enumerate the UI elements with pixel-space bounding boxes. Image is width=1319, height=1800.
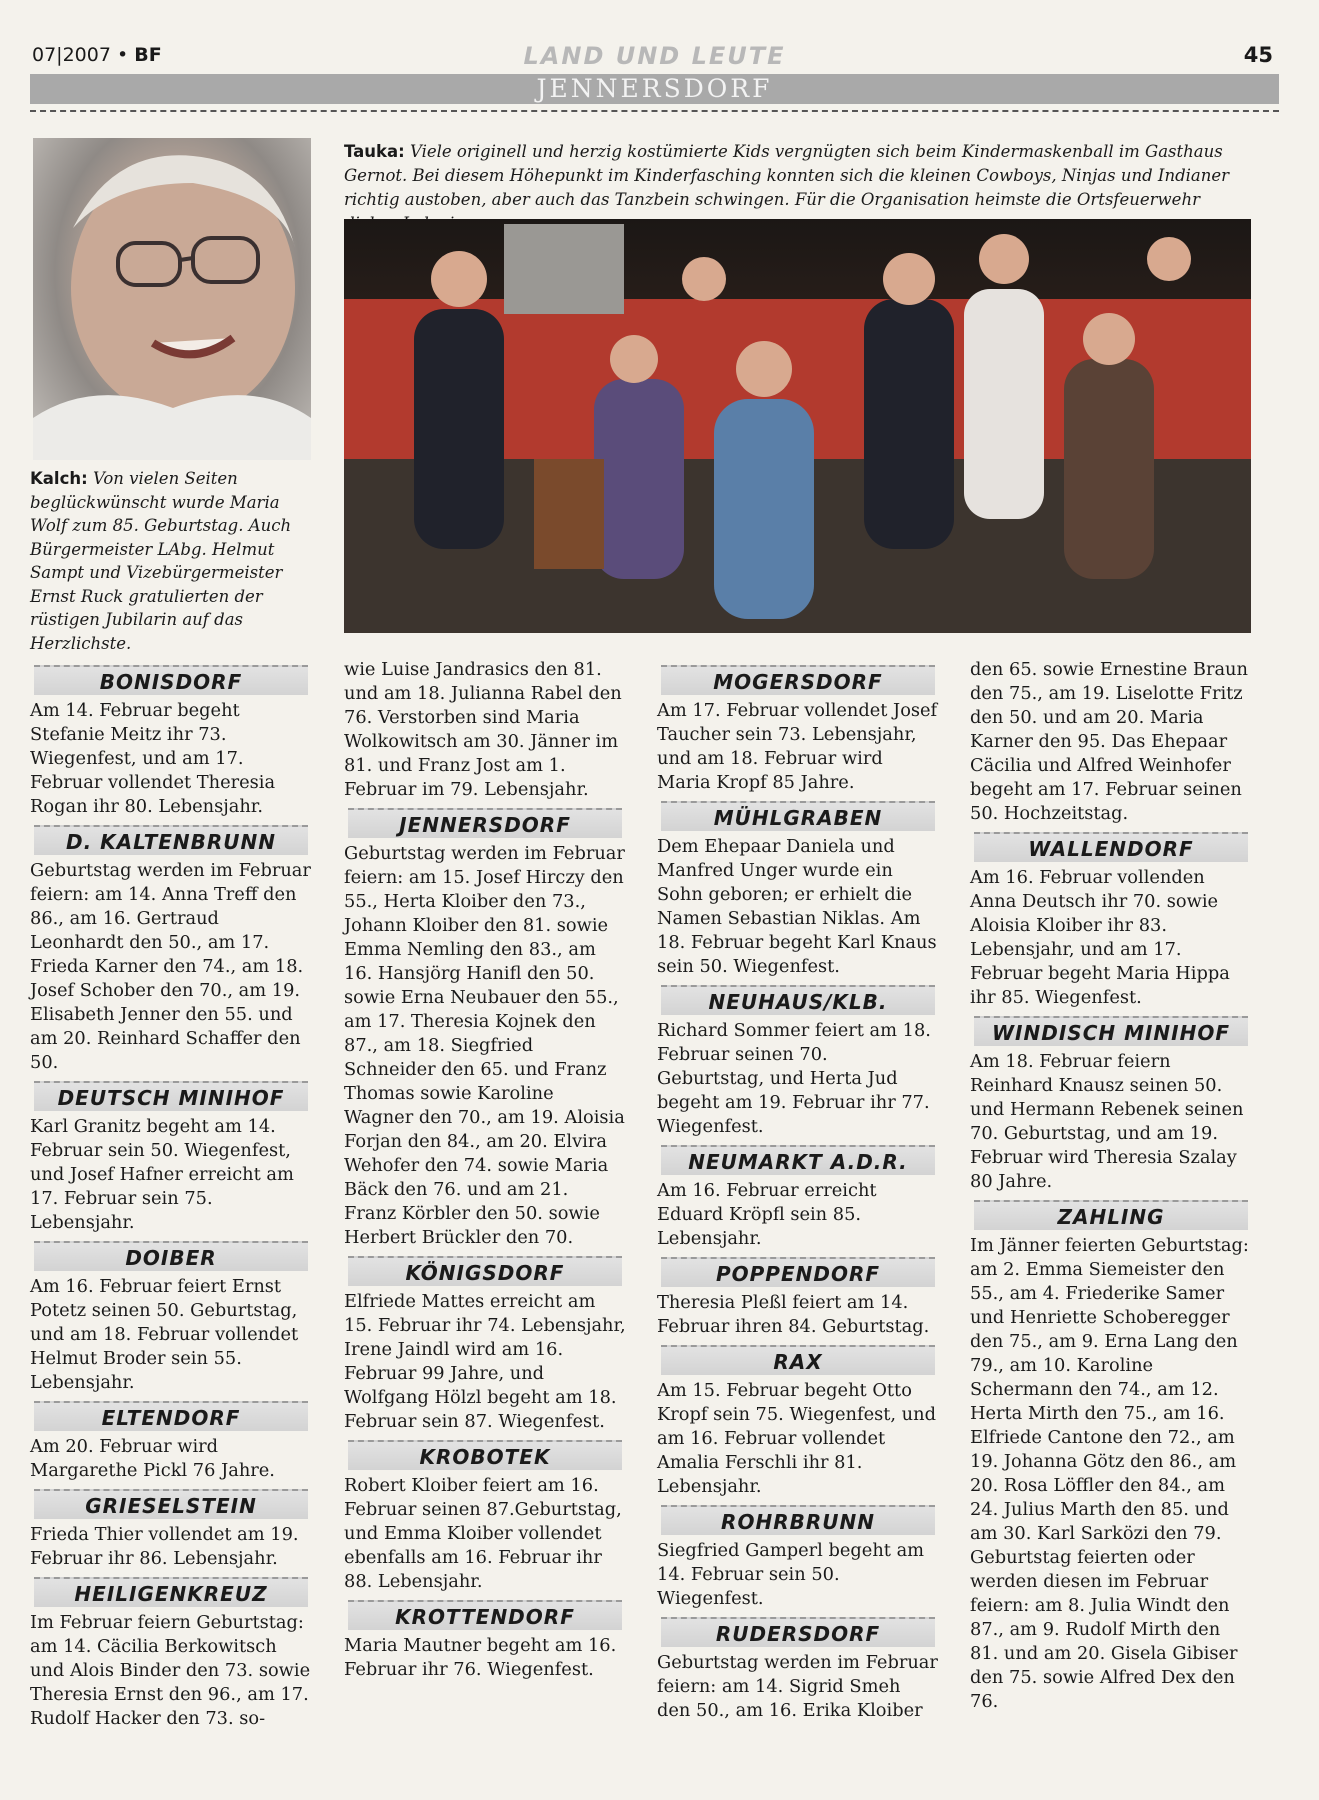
column-2 (344, 658, 626, 1688)
section-text-windisch-minihof: Am 18. Februar feiern Reinhard Knausz seinen 50. und Hermann Rebenek seinen 70. Geburtstag, und am 19. Februar wird Theresia Szalay 80 Jahre. (970, 1051, 1244, 1192)
section-doiber (30, 1241, 312, 1395)
section-title-wallendorf: WALLENDORF (974, 832, 1248, 862)
section-title-eltendorf: ELTENDORF (34, 1401, 308, 1431)
kalch-caption (30, 467, 315, 655)
section-title: LAND UND LEUTE (523, 42, 786, 70)
section-text-muehlgraben: Dem Ehepaar Daniela und Manfred Unger wurde ein Sohn geboren; er erhielt die Namen Sebastian Niklas. Am 18. Februar begeht Karl Knaus sein 50. Wiegenfest. (657, 836, 937, 977)
section-text-d-kaltenbrunn: Geburtstag werden im Februar feiern: am 14. Anna Treff den 86., am 16. Gertraud Leonhardt den 50., am 17. Frieda Karner den 74., am 18. Josef Schober den 70., am 19. Elisabeth Jenner den 55. und am 20. Reinhard Schaffer den 50. (30, 860, 311, 1073)
section-text-krottendorf: Maria Mautner begeht am 16. Februar ihr 76. Wiegenfest. (344, 1635, 617, 1680)
section-text-rudersdorf-continued: den 65. sowie Ernestine Braun den 75., am 19. Liselotte Fritz den 50. und am 20. Maria Karner den 95. Das Ehepaar Cäcilia und Alfred Weinhofer begeht am 17. Februar seinen 50. Hochzeitstag. (970, 659, 1248, 824)
section-bonisdorf (30, 665, 312, 819)
region-banner (30, 74, 1279, 104)
region-title: JENNERSDORF (536, 74, 773, 103)
section-title-rudersdorf: RUDERSDORF (661, 1617, 935, 1647)
section-text-poppendorf: Theresia Pleßl feiert am 14. Februar ihren 84. Geburtstag. (657, 1292, 930, 1337)
section-title-neuhaus-klb: NEUHAUS/KLB. (661, 985, 935, 1015)
page-number: 45 (1243, 43, 1273, 67)
section-text-deutsch-minihof: Karl Granitz begeht am 14. Februar sein 50. Wiegenfest, und Josef Hafner erreicht am 17. Februar sein 75. Lebensjahr. (30, 1116, 294, 1233)
section-rax (657, 1345, 939, 1499)
section-koenigsdorf (344, 1256, 626, 1434)
section-deutsch-minihof (30, 1081, 312, 1235)
section-d-kaltenbrunn (30, 825, 312, 1075)
brand-label: BF (134, 44, 162, 66)
section-text-rax: Am 15. Februar begeht Otto Kropf sein 75. Wiegenfest, und am 16. Februar vollendet Amalia Ferschli ihr 81. Lebensjahr. (657, 1380, 936, 1497)
section-title-heiligenkreuz: HEILIGENKREUZ (34, 1577, 308, 1607)
section-heiligenkreuz (30, 1577, 312, 1731)
section-title-mogersdorf: MOGERSDORF (661, 665, 935, 695)
column-3 (657, 665, 939, 1729)
kalch-caption-text: Von vielen Seiten beglückwünscht wurde Maria Wolf zum 85. Geburtstag. Auch Bürgermeister LAbg. Helmut Sampt und Vizebürgermeister Ernst Ruck gratulierten der rüstigen Jubilarin auf das Herzlichste. (30, 469, 292, 653)
page-header (30, 40, 1279, 120)
section-rohrbrunn (657, 1505, 939, 1611)
section-text-rudersdorf: Geburtstag werden im Februar feiern: am 14. Sigrid Smeh den 50., am 16. Erika Kloiber (657, 1652, 938, 1721)
section-rudersdorf-continued (970, 658, 1252, 826)
section-text-grieselstein: Frieda Thier vollendet am 19. Februar ihr 86. Lebensjahr. (30, 1524, 299, 1569)
portrait-photo (33, 138, 311, 460)
section-windisch-minihof (970, 1016, 1252, 1194)
section-title-poppendorf: POPPENDORF (661, 1257, 935, 1287)
section-title-muehlgraben: MÜHLGRABEN (661, 801, 935, 831)
section-text-mogersdorf: Am 17. Februar vollendet Josef Taucher sein 73. Lebensjahr, und am 18. Februar wird Maria Kropf 85 Jahre. (657, 700, 938, 793)
section-text-heiligenkreuz: Im Februar feiern Geburtstag: am 14. Cäcilia Berkowitsch und Alois Binder den 73. sowie Theresia Ernst den 96., am 17. Rudolf Hacker den 73. so- (30, 1612, 311, 1729)
section-title-windisch-minihof: WINDISCH MINIHOF (974, 1016, 1248, 1046)
section-title-krobotek: KROBOTEK (348, 1440, 622, 1470)
section-text-neuhaus-klb: Richard Sommer feiert am 18. Februar seinen 70. Geburtstag, und Herta Jud begeht am 19. Februar ihr 77. Wiegenfest. (657, 1020, 931, 1137)
section-zahling (970, 1200, 1252, 1714)
section-krobotek (344, 1440, 626, 1594)
section-muehlgraben (657, 801, 939, 979)
section-title-koenigsdorf: KÖNIGSDORF (348, 1256, 622, 1286)
issue-number: 07|2007 • (32, 44, 129, 66)
section-heiligenkreuz-continued (344, 658, 626, 802)
section-neumarkt-adr (657, 1145, 939, 1251)
section-jennersdorf (344, 808, 626, 1250)
header-divider (30, 110, 1279, 112)
column-1 (30, 665, 312, 1737)
column-4 (970, 658, 1252, 1720)
section-title-doiber: DOIBER (34, 1241, 308, 1271)
group-photo-illustration (344, 219, 1251, 633)
section-eltendorf (30, 1401, 312, 1483)
kalch-caption-label: Kalch: (30, 469, 88, 488)
section-text-heiligenkreuz-continued: wie Luise Jandrasics den 81. und am 18. Julianna Rabel den 76. Verstorben sind Maria Wolkowitsch am 30. Jänner im 81. und Franz Jost am 1. Februar im 79. Lebensjahr. (344, 659, 622, 800)
portrait-illustration (33, 138, 311, 460)
section-grieselstein (30, 1489, 312, 1571)
tauka-caption-label: Tauka: (344, 142, 405, 161)
section-text-eltendorf: Am 20. Februar wird Margarethe Pickl 76 Jahre. (30, 1436, 275, 1481)
section-title-rax: RAX (661, 1345, 935, 1375)
section-text-zahling: Im Jänner feierten Geburtstag: am 2. Emma Siemeister den 55., am 4. Friederike Samer und Henriette Schoberegger den 75., am 9. Erna Lang den 79., am 10. Karoline Schermann den 74., am 12. Herta Mirth den 75., am 16. Elfriede Cantone den 72., am 19. Johanna Götz den 86., am 20. Rosa Löffler den 84., am 24. Julius Marth den 85. und am 30. Karl Sarközi den 79. Geburtstag feierten oder werden diesen im Februar feiern: am 8. Julia Windt den 87., am 9. Rudolf Mirth den 81. und am 20. Gisela Gibiser den 75. sowie Alfred Dex den 76. (970, 1235, 1249, 1712)
section-title-jennersdorf: JENNERSDORF (348, 808, 622, 838)
group-photo (344, 219, 1251, 633)
section-text-wallendorf: Am 16. Februar vollenden Anna Deutsch ihr 70. sowie Aloisia Kloiber ihr 83. Lebensjahr, und am 17. Februar begeht Maria Hippa ihr 85. Wiegenfest. (970, 867, 1230, 1008)
section-mogersdorf (657, 665, 939, 795)
section-poppendorf (657, 1257, 939, 1339)
section-title-neumarkt-adr: NEUMARKT A.D.R. (661, 1145, 935, 1175)
section-text-bonisdorf: Am 14. Februar begeht Stefanie Meitz ihr 73. Wiegenfest, und am 17. Februar vollendet Theresia Rogan ihr 80. Lebensjahr. (30, 700, 276, 817)
section-text-koenigsdorf: Elfriede Mattes erreicht am 15. Februar ihr 74. Lebensjahr, Irene Jaindl wird am 16. Februar 99 Jahre, und Wolfgang Hölzl begeht am 18. Februar sein 87. Wiegenfest. (344, 1291, 626, 1432)
section-title-rohrbrunn: ROHRBRUNN (661, 1505, 935, 1535)
section-title-zahling: ZAHLING (974, 1200, 1248, 1230)
section-rudersdorf (657, 1617, 939, 1723)
section-title-deutsch-minihof: DEUTSCH MINIHOF (34, 1081, 308, 1111)
section-text-krobotek: Robert Kloiber feiert am 16. Februar seinen 87.Geburtstag, und Emma Kloiber vollendet ebenfalls am 16. Februar ihr 88. Lebensjahr. (344, 1475, 622, 1592)
section-krottendorf (344, 1600, 626, 1682)
section-title-grieselstein: GRIESELSTEIN (34, 1489, 308, 1519)
section-title-krottendorf: KROTTENDORF (348, 1600, 622, 1630)
tauka-caption-text: Viele originell und herzig kostümierte Kids vergnügten sich beim Kindermaskenball im Gasthaus Gernot. Bei diesem Höhepunkt im Kinderfasching konnten sich die kleinen Cowboys, Ninjas und Indianer richtig austoben, aber auch das Tanzbein schwingen. Für die Organisation heimste die Ortsfeuerwehr (344, 142, 1230, 209)
section-text-jennersdorf: Geburtstag werden im Februar feiern: am 15. Josef Hirczy den 55., Herta Kloiber den 73., Johann Kloiber den 81. sowie Emma Nemling den 83., am 16. Hansjörg Hanifl den 50. sowie Erna Neubauer den 55., am 17. Theresia Kojnek den 87., am 18. Siegfried Schneider den 65. und Franz Thomas sowie Karoline Wagner den 70., am 19. Aloisia Forjan den 84., am 20. Elvira Wehofer den 74. sowie Maria Bäck den 76. und am 21. Franz Körbler den 50. sowie Herbert Brückler den 70. (344, 843, 625, 1248)
section-title-bonisdorf: BONISDORF (34, 665, 308, 695)
section-text-neumarkt-adr: Am 16. Februar erreicht Eduard Kröpfl sein 85. Lebensjahr. (657, 1180, 877, 1249)
section-text-rohrbrunn: Siegfried Gamperl begeht am 14. Februar sein 50. Wiegenfest. (657, 1540, 925, 1609)
section-neuhaus-klb (657, 985, 939, 1139)
section-wallendorf (970, 832, 1252, 1010)
section-text-doiber: Am 16. Februar feiert Ernst Potetz seinen 50. Geburtstag, und am 18. Februar vollendet Helmut Broder sein 55. Lebensjahr. (30, 1276, 299, 1393)
section-title-d-kaltenbrunn: D. KALTENBRUNN (34, 825, 308, 855)
